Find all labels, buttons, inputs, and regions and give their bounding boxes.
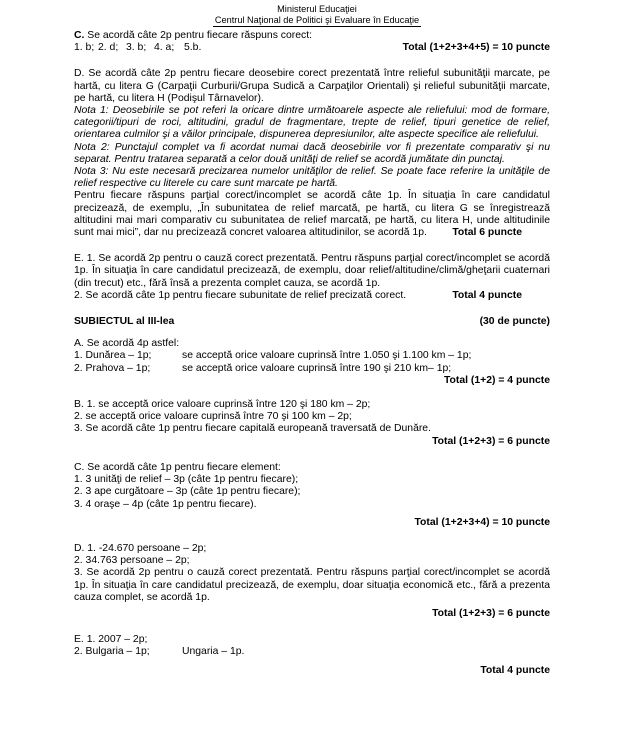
- s3a-total: Total (1+2) = 4 puncte: [443, 374, 550, 386]
- s3a-intro: A. Se acordă 4p astfel:: [74, 338, 180, 350]
- section-c-text: Se acordă câte 2p pentru fiecare răspuns corect:: [87, 30, 312, 41]
- section-d: [74, 68, 550, 239]
- subject-3-c: [74, 462, 550, 529]
- section-e-total: Total 4 puncte: [452, 289, 522, 301]
- answer-5: 5.b.: [184, 42, 202, 54]
- s3e-line-2-b: Ungaria – 1p.: [182, 646, 245, 658]
- ministry-name: Ministerul Educaţiei: [277, 4, 357, 14]
- section-d-nota1: Nota 1: Deosebirile se pot referi la oricare dintre următoarele aspecte ale reliefului: mod de formare, categorii/tipuri de roci, altitudini, gradul de fragmentare, trepte de relief, tipuri genetice de relief, orientarea culmilor şi a văilor principale, dispunerea depresiunilor, alte aspecte specifice ale reliefului.: [74, 105, 550, 141]
- s3c-line-3: 3. 4 oraşe – 4p (câte 1p pentru fiecare).: [74, 498, 257, 510]
- s3e-total: Total 4 puncte: [480, 664, 550, 676]
- section-e-line2: 2. Se acordă câte 1p pentru fiecare subunitate de relief precizată corect.: [74, 289, 407, 301]
- subject-3-title: SUBIECTUL al III-lea: [74, 316, 175, 328]
- section-d-intro: D. Se acordă câte 2p pentru fiecare deosebire corect prezentată între relieful subunităţii marcate, pe hartă, cu litera G (Carpaţii Curburii/Grupa Sudică a Carpaţilor Orientali) şi relieful subunităţii marcate, pe hartă, cu litera H (Podişul Târnavelor).: [74, 68, 550, 104]
- document-header: [0, 4, 634, 27]
- s3d-line-2: 2. 34.763 persoane – 2p;: [74, 555, 190, 567]
- s3d-line-1: D. 1. -24.670 persoane – 2p;: [74, 542, 207, 554]
- s3b-line-1: B. 1. se acceptă orice valoare cuprinsă între 120 şi 180 km – 2p;: [74, 399, 371, 411]
- subject-3-b: [74, 399, 550, 448]
- subject-3-points: (30 de puncte): [479, 316, 550, 328]
- section-d-nota2: Nota 2: Punctajul complet va fi acordat numai dacă deosebirile vor fi prezentate comparativ şi nu separat. Pentru tratarea separată a celor două unităţi de relief se acordă jumătate din punctaj.: [74, 141, 550, 165]
- section-e-line2-row: [74, 290, 550, 302]
- page-content: [74, 30, 550, 677]
- section-c: [74, 30, 550, 54]
- section-e: [74, 253, 550, 302]
- section-d-partial: [74, 190, 550, 239]
- section-d-nota3: Nota 3: Nu este necesară precizarea numelor unităţilor de relief. Se poate face referire la unităţile de relief respective cu literele cu care sunt marcate pe hartă.: [74, 166, 550, 190]
- section-c-total: Total (1+2+3+4+5) = 10 puncte: [402, 42, 550, 54]
- s3b-line-3: 3. Se acordă câte 1p pentru fiecare capitală europeană traversată de Dunăre.: [74, 423, 431, 435]
- s3c-line-0: C. Se acordă câte 1p pentru fiecare element:: [74, 461, 281, 473]
- subject-3-heading: [74, 316, 550, 328]
- s3d-line-3: 3. Se acordă 2p pentru o cauză corect prezentată. Pentru răspuns parţial corect/incomplet se acordă 1p. În situaţia în care candidatul precizează, de exemplu, doar situaţia economică etc., fără a prezenta cauza complet, se acordă 1p.: [74, 567, 550, 603]
- section-e-line1: E. 1. Se acordă 2p pentru o cauză corect prezentată. Pentru răspuns parţial corect/incomplet se acordă 1p. În situaţia în care candidatul precizează, de exemplu, doar relief/altitudine/climă/gheţarii cuaternari (din trecut) etc., fără însă a prezenta complet cauza, se acordă 1p.: [74, 253, 550, 289]
- subject-3-d: [74, 543, 550, 620]
- s3a-row-1: [74, 350, 550, 362]
- answer-2: 2. d;: [98, 42, 119, 54]
- answer-1: 1. b;: [74, 42, 95, 54]
- section-c-intro: C. Se acordă câte 2p pentru fiecare răspuns corect:: [74, 30, 312, 41]
- s3e-line-2: [74, 646, 550, 658]
- s3c-line-2: 2. 3 ape curgătoare – 3p (câte 1p pentru fiecare);: [74, 486, 301, 498]
- answer-4: 4. a;: [154, 42, 175, 54]
- s3c-line-1: 1. 3 unităţi de relief – 3p (câte 1p pentru fiecare);: [74, 474, 299, 486]
- s3a-row-2: [74, 363, 550, 375]
- subject-3-e: [74, 634, 550, 677]
- s3a-row-1-left: 1. Dunărea – 1p;: [74, 350, 152, 362]
- s3b-total: Total (1+2+3) = 6 puncte: [432, 435, 550, 447]
- s3c-total: Total (1+2+3+4) = 10 puncte: [414, 516, 550, 528]
- s3b-line-2: 2. se acceptă orice valoare cuprinsă între 70 şi 100 km – 2p;: [74, 411, 352, 423]
- s3a-row-2-left: 2. Prahova – 1p;: [74, 362, 151, 374]
- subject-3-a: [74, 338, 550, 387]
- s3a-row-2-right: se acceptă orice valoare cuprinsă între 190 şi 210 km– 1p;: [182, 362, 452, 374]
- s3e-line-2-a: 2. Bulgaria – 1p;: [74, 646, 150, 658]
- s3a-row-1-right: se acceptă orice valoare cuprinsă între 1.050 şi 1.100 km – 1p;: [182, 350, 472, 362]
- section-d-total: Total 6 puncte: [452, 227, 522, 239]
- center-name: Centrul Naţional de Politici şi Evaluare în Educaţie: [214, 14, 420, 25]
- section-d-partial-text: Pentru fiecare răspuns parţial corect/incomplet se acordă câte 1p. În situaţia în care candidatul precizează, de exemplu, „În subunitatea de relief marcată, pe hartă, cu litera G se înregistrează altitudini mai mari comparativ cu subunitatea de relief marcată, pe hartă, cu litera H, unde altitudinile sunt mai mici”, dar nu precizează concret valoarea altitudinilor, se acordă 1p.: [74, 190, 550, 239]
- s3d-total: Total (1+2+3) = 6 puncte: [432, 607, 550, 619]
- section-c-answers: [74, 42, 550, 54]
- answer-3: 3. b;: [126, 42, 147, 54]
- s3e-line-1: E. 1. 2007 – 2p;: [74, 634, 148, 646]
